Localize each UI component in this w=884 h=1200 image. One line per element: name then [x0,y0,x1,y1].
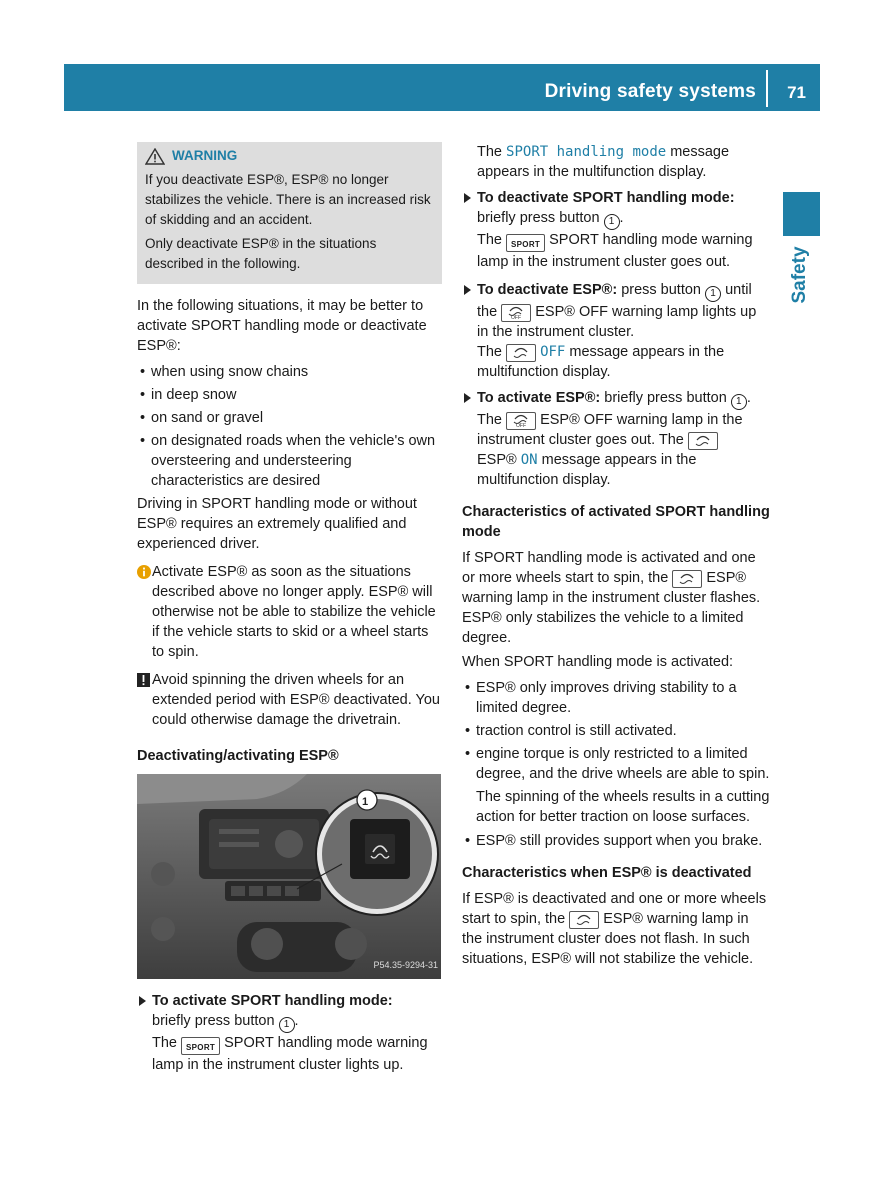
side-tab-marker [783,192,820,236]
figure-callout-number: 1 [362,796,369,808]
instruction-text: press button [621,282,701,298]
section-heading: Deactivating/activating ESP® [137,748,339,764]
display-message: OFF [540,344,566,360]
instruction-deactivate-esp [462,280,770,382]
warning-title-row [145,146,434,166]
instruction-label: To activate ESP®: [477,390,601,406]
page-number: 71 [787,83,806,102]
deactivated-paragraph [462,889,770,969]
paragraph-text: The [477,144,502,160]
exclamation-icon [137,673,150,687]
instruction-text: briefly press button [604,390,727,406]
warning-triangle-icon [145,148,165,165]
instruction-text: message appears in the multifunction display. [477,344,725,380]
caution-text: Avoid spinning the driven wheels for an extended period with ESP® deactivated. You could otherwise damage the drivetrain. [152,672,440,728]
instruction-text: briefly press button [477,210,600,226]
sport-lamp-icon [506,234,545,252]
list-item: • ESP® only improves driving stability to a limited degree. [462,678,770,718]
warning-text-1: If you deactivate ESP®, ESP® no longer stabilizes the vehicle. There is an increased risk of skidding and an accident. [145,172,431,227]
side-tab-label: Safety [789,246,810,304]
sport-lamp-icon [181,1037,220,1055]
list-item: • in deep snow [137,385,442,405]
instruction-text: ESP® OFF warning lamp in the instrument cluster goes out. The [477,412,743,448]
list-item: • ESP® still provides support when you brake. [462,831,770,851]
dashboard-illustration [137,774,441,979]
info-text: Activate ESP® as soon as the situations described above no longer apply. ESP® will otherwise not be able to stabilize the vehicle if the vehicle starts to skid or a wheel starts to spin. [152,564,436,660]
warning-title: WARNING [172,148,238,163]
sport-lamp-label: SPORT [511,240,541,249]
paragraph-text: ESP® warning lamp in the instrument cluster does not flash. In such situations, ESP® will not stabilize the vehicle. [462,911,754,967]
instruction-text: The [477,344,502,360]
esp-off-lamp-label: OFF [511,315,522,319]
instruction-label: To activate SPORT handling mode: [152,993,393,1009]
warning-text-2: Only deactivate ESP® in the situations described in the following. [145,236,377,271]
instruction-text: The [477,232,502,248]
driving-paragraph: Driving in SPORT handling mode or without ESP® requires an extremely qualified and experienced driver. [137,496,417,552]
callout-1-icon: 1 [604,214,620,230]
caution-note [137,670,442,730]
instruction-text: until the [477,282,752,320]
situation-list [137,362,442,491]
header-divider [766,70,768,107]
paragraph-text: If SPORT handling mode is activated and one or more wheels start to spin, the [462,550,756,586]
instruction-text: message appears in the multifunction display. [477,452,697,488]
esp-lamp-icon [569,911,599,929]
instruction-text: The [152,1035,177,1051]
esp-lamp-icon [672,570,702,588]
list-item: • traction control is still activated. [462,721,770,741]
instruction-deactivate-sport: To deactivate SPORT handling mode: briefly press button 1 . The SPORT SPORT handling mode warning lamp in the instrument cluster goes out. [462,188,770,272]
instruction-text: ESP® OFF warning lamp lights up in the instrument cluster. [477,304,757,340]
callout-1-icon: 1 [705,286,721,302]
callout-1-icon: 1 [731,394,747,410]
esp-off-lamp-icon [506,412,536,430]
sport-lamp-label: SPORT [186,1043,216,1052]
instruction-activate-esp: To activate ESP®: briefly press button 1 . The OFF ESP® OFF warning lamp in the instrument cluster goes out. The ESP® ON message appears in the multifunction display. [462,388,770,490]
heading-esp-deactivated: Characteristics when ESP® is deactivated [462,865,752,881]
instruction-label: To deactivate ESP®: [477,282,618,298]
page-header [64,64,820,111]
right-column [462,142,770,973]
esp-lamp-icon [688,432,718,450]
esp-lamp-icon [506,344,536,362]
esp-off-lamp-label: OFF [516,423,527,427]
side-tab [778,240,822,310]
list-item: • on sand or gravel [137,408,442,428]
paragraph-text: If ESP® is deactivated and one or more wheels start to spin, the [462,891,767,927]
heading-sport-characteristics: Characteristics of activated SPORT handling mode [462,504,770,540]
figure-code: P54.35-9294-31 [373,960,438,970]
dashboard-figure [137,774,441,979]
paragraph-text: ESP® warning lamp in the instrument cluster flashes. ESP® only stabilizes the vehicle to a limited degree. [462,570,761,646]
intro-paragraph: In the following situations, it may be better to activate SPORT handling mode or deactivate ESP®: [137,298,427,354]
instruction-label: To deactivate SPORT handling mode: [477,190,735,206]
display-message: SPORT handling mode [506,144,667,160]
esp-off-lamp-icon [501,304,531,322]
list-item-note: The spinning of the wheels results in a cutting action for better traction on loose surfaces. [476,789,770,825]
list-item: • engine torque is only restricted to a limited degree, and the drive wheels are able to spin. [462,744,770,784]
instruction-text: SPORT handling mode warning lamp in the instrument cluster goes out. [477,232,753,270]
instruction-text: SPORT handling mode warning lamp in the instrument cluster lights up. [152,1035,428,1073]
display-message: ON [520,452,538,468]
sport-paragraph-2: When SPORT handling mode is activated: [462,654,734,670]
sport-list [462,678,770,851]
list-item: • on designated roads when the vehicle's own oversteering and understeering characteristics are desired [137,431,442,491]
instruction-activate-sport: To activate SPORT handling mode: briefly press button 1 . The SPORT SPORT handling mode warning lamp in the instrument cluster lights up. [137,991,442,1075]
sport-message-paragraph [462,142,770,182]
list-item: • when using snow chains [137,362,442,382]
sport-paragraph-1 [462,548,770,648]
instruction-text: ESP® [477,452,517,468]
instruction-text: The [477,412,502,428]
info-icon [137,565,151,579]
paragraph-text: message appears in the multifunction display. [477,144,730,180]
left-column [137,142,442,1079]
warning-box [137,142,442,284]
section-title: Driving safety systems [544,81,756,102]
info-note [137,562,442,662]
callout-1-icon: 1 [279,1017,295,1033]
instruction-text: briefly press button [152,1013,275,1029]
